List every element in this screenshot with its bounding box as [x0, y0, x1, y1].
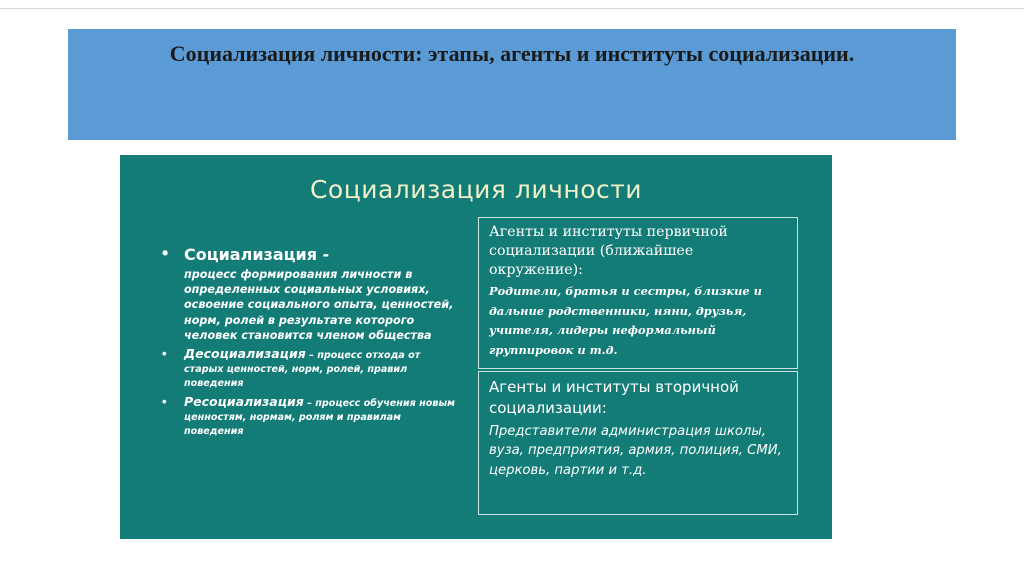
secondary-agents-box [478, 371, 798, 515]
title-banner [68, 29, 956, 140]
slide-title: Социализация личности [309, 175, 643, 204]
primary-agents-box [478, 217, 798, 369]
bullet-icon: • [162, 393, 167, 409]
bullet-icon: • [162, 346, 167, 362]
definition-socialization: процесс формирования личности в определенных социальных условиях, освоение социального опыта, ценностей, норм, ролей в результате которого человек становится членом общества [184, 268, 454, 342]
secondary-agents-heading: Агенты и институты вторичной социализации: [489, 378, 739, 417]
term-socialization: Социализация - [184, 245, 330, 264]
secondary-agents-list: Представители администрация школы, вуза, предприятия, армия, полиция, СМИ, церковь, партии и т.д. [489, 424, 782, 478]
definition-resocialization: – процесс обучения новым ценностям, нормам, ролям и правилам поведения [184, 397, 455, 438]
page-title: Социализация личности: этапы, агенты и институты социализации. [169, 41, 855, 66]
definitions-list [158, 245, 458, 439]
term-desocialization: Десоциализация [184, 346, 306, 362]
list-item [158, 395, 458, 440]
list-item [158, 347, 458, 392]
term-resocialization: Ресоциализация [184, 393, 304, 409]
slide-image [120, 155, 832, 539]
primary-agents-list: Родители, братья и сестры, близкие и дальние родственники, няни, друзья, учителя, лидеры неформальный группировок и т.д. [489, 284, 762, 357]
primary-agents-heading: Агенты и институты первичной социализации (ближайшее окружение): [489, 224, 728, 278]
definition-desocialization: – процесс отхода от старых ценностей, норм, ролей, правил поведения [184, 350, 421, 390]
top-divider [0, 0, 1024, 9]
list-item [158, 245, 458, 343]
bullet-icon: • [162, 243, 169, 263]
